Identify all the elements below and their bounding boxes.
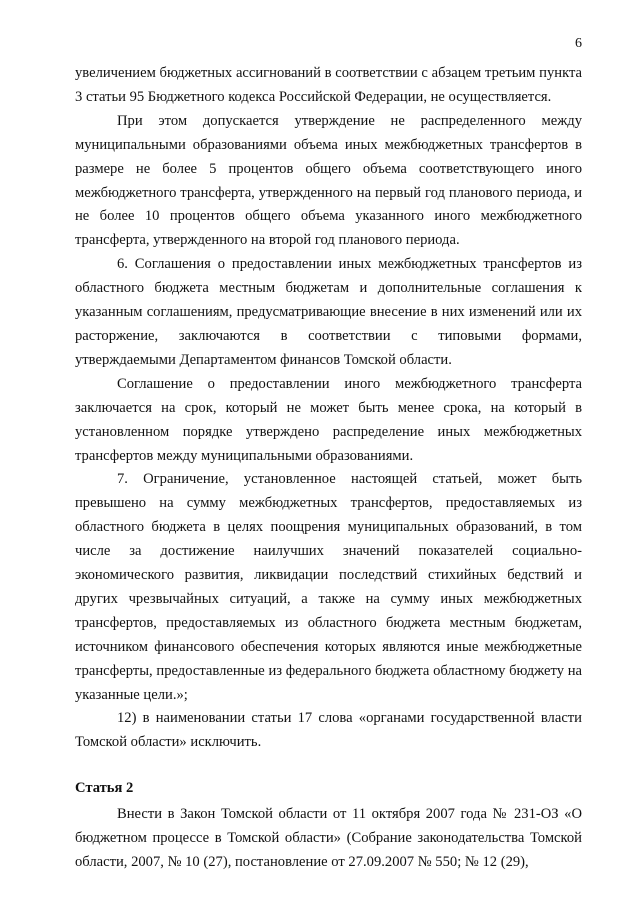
paragraph-article-2: Внести в Закон Томской области от 11 октября 2007 года № 231-ОЗ «О бюджетном процессе в Томской области» (Собрание законодательства Томской области, 2007, № 10 (27), постановление от 27.09.2007 № 550; № 12 (29),: [75, 806, 582, 870]
document-body: [75, 62, 582, 875]
paragraph-item-12: 12) в наименовании статьи 17 слова «органами государственной власти Томской области» исключить.: [75, 710, 582, 751]
article-heading: Статья 2: [75, 780, 134, 797]
paragraph-item-6: 6. Соглашения о предоставлении иных межбюджетных трансфертов из областного бюджета местным бюджетам и дополнительные соглашения к указанным соглашениям, предусматривающие внесение в них изменений или их расторжение, заключаются в соответствии с типовыми формами, утверждаемыми Департаментом финансов Томской области.: [75, 256, 582, 368]
page-number: 6: [575, 36, 582, 51]
paragraph-item-7: 7. Ограничение, установленное настоящей статьей, может быть превышено на сумму межбюджетных трансфертов, предоставляемых из областного бюджета в целях поощрения муниципальных образований, в том числе за достижение наилучших значений показателей социально-экономического развития, ликвидации последствий стихийных бедствий и других чрезвычайных ситуаций, а также на сумму иных межбюджетных трансфертов, предоставляемых из областного бюджета местным бюджетам, источником финансового обеспечения которых являются иные межбюджетные трансферты, предоставленные из федерального бюджета областному бюджету на указанные цели.»;: [75, 471, 582, 703]
paragraph-agreement-term: Соглашение о предоставлении иного межбюджетного трансферта заключается на срок, который не может быть менее срока, на который в установленном порядке утверждено распределение иных межбюджетных трансфертов между муниципальными образованиями.: [75, 375, 582, 464]
paragraph-planning-period: При этом допускается утверждение не распределенного между муниципальными образованиями объема иных межбюджетных трансфертов в размере не более 5 процентов общего объема соответствующего иного межбюджетного трансферта, утвержденного на первый год планового периода, и не более 10 процентов общего объема указанного иного межбюджетного трансферта, утвержденного на второй год планового периода.: [75, 112, 582, 249]
paragraph-continuation: увеличением бюджетных ассигнований в соответствии с абзацем третьим пункта 3 статьи 95 Бюджетного кодекса Российской Федерации, не осуществляется.: [75, 65, 582, 105]
